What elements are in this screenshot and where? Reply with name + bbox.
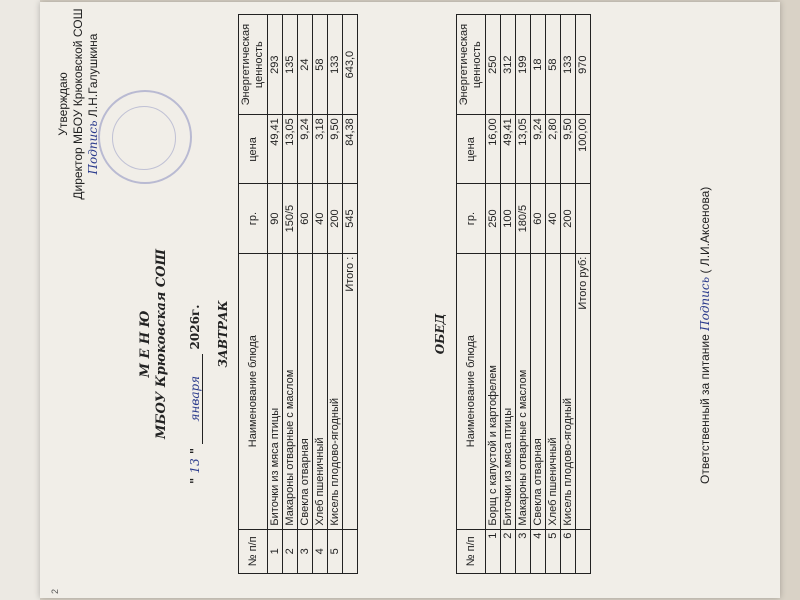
- cell: [576, 529, 591, 573]
- approval-line1: Утверждаю: [56, 72, 70, 136]
- cell: Хлеб пшеничный: [546, 253, 561, 529]
- cell: 58: [546, 15, 561, 115]
- total-row: [576, 15, 591, 574]
- cell: 13,05: [516, 115, 531, 184]
- cell: 9,50: [561, 115, 576, 184]
- cell: 1: [268, 529, 283, 573]
- responsible-name: ( Л.И.Аксенова): [698, 186, 712, 274]
- table-row: [561, 15, 576, 574]
- cell: Кисель плодово-ягодный: [561, 253, 576, 529]
- date-year: 2026г.: [188, 304, 202, 350]
- total-price: 84,38: [343, 115, 358, 184]
- cell: 24: [298, 15, 313, 115]
- responsible-label: Ответственный за питание: [698, 334, 712, 484]
- table-row: [283, 15, 298, 574]
- total-energy: 970: [576, 15, 591, 115]
- col-header: цена: [457, 115, 486, 184]
- cell: 58: [313, 15, 328, 115]
- total-grams: 545: [343, 184, 358, 253]
- cell: 9,50: [328, 115, 343, 184]
- cell: 40: [546, 184, 561, 253]
- menu-sheet: [40, 2, 780, 598]
- total-label: Итого руб:: [576, 253, 591, 529]
- col-header: № п/п: [457, 529, 486, 573]
- cell: 49,41: [501, 115, 516, 184]
- rotated-document: [40, 2, 718, 598]
- cell: Кисель плодово-ягодный: [328, 253, 343, 529]
- cell: 18: [531, 15, 546, 115]
- table-row: [516, 15, 531, 574]
- menu-heading: М Е Н Ю: [138, 310, 153, 378]
- date-day: 13: [188, 458, 202, 474]
- cell: 4: [531, 529, 546, 573]
- cell: 2: [283, 529, 298, 573]
- cell: Свекла отварная: [298, 253, 313, 529]
- col-header: № п/п: [239, 529, 268, 573]
- responsible-line: [698, 187, 712, 484]
- breakfast-table: [238, 14, 358, 574]
- school-name: МБОУ Крюковская СОШ: [154, 249, 169, 440]
- col-header: Наименование блюда: [239, 253, 268, 529]
- page-edge-left: [0, 0, 40, 600]
- cell: 5: [328, 529, 343, 573]
- cell: 4: [313, 529, 328, 573]
- table-row: [268, 15, 283, 574]
- lunch-table: [456, 14, 591, 574]
- col-header: гр.: [239, 184, 268, 253]
- cell: 13,05: [283, 115, 298, 184]
- cell: 150/5: [283, 184, 298, 253]
- total-price: 100,00: [576, 115, 591, 184]
- cell: 180/5: [516, 184, 531, 253]
- cell: 49,41: [268, 115, 283, 184]
- cell: 250: [486, 184, 501, 253]
- cell: 60: [298, 184, 313, 253]
- seal-inner-ring: [112, 106, 176, 170]
- cell: [343, 529, 358, 573]
- school-seal: [98, 90, 192, 184]
- cell: 100: [501, 184, 516, 253]
- cell: Хлеб пшеничный: [313, 253, 328, 529]
- director-signature: Подпись: [86, 120, 100, 175]
- menu-date: " 13 " января 2026г.: [188, 304, 202, 484]
- cell: 312: [501, 15, 516, 115]
- col-header: гр.: [457, 184, 486, 253]
- approval-block: [56, 2, 101, 214]
- table-row: [531, 15, 546, 574]
- col-header: цена: [239, 115, 268, 184]
- lunch-heading: ОБЕД: [433, 313, 447, 355]
- cell: Макароны отварные с маслом: [283, 253, 298, 529]
- table-row: [486, 15, 501, 574]
- date-month: января: [188, 354, 203, 444]
- table-row: [328, 15, 343, 574]
- cell: Биточки из мяса птицы: [501, 253, 516, 529]
- cell: 5: [546, 529, 561, 573]
- cell: 199: [516, 15, 531, 115]
- total-energy: 643,0: [343, 15, 358, 115]
- cell: 293: [268, 15, 283, 115]
- cell: [576, 184, 591, 253]
- approval-line2: Директор МБОУ Крюковской СОШ: [71, 8, 85, 200]
- cell: 200: [561, 184, 576, 253]
- table-row: [546, 15, 561, 574]
- table-header: [457, 15, 486, 574]
- cell: 250: [486, 15, 501, 115]
- cell: 9,24: [531, 115, 546, 184]
- col-header: Наименование блюда: [457, 253, 486, 529]
- cell: 3: [298, 529, 313, 573]
- cell: 135: [283, 15, 298, 115]
- table-header: [239, 15, 268, 574]
- total-label: Итого :: [343, 253, 358, 529]
- table-row: [298, 15, 313, 574]
- col-header: Энергетическая ценность: [239, 15, 268, 115]
- cell: Свекла отварная: [531, 253, 546, 529]
- director-name: Л.Н.Галушкина: [86, 33, 100, 118]
- cell: 90: [268, 184, 283, 253]
- menu-title: [138, 194, 170, 494]
- cell: 16,00: [486, 115, 501, 184]
- breakfast-heading: ЗАВТРАК: [216, 300, 230, 368]
- approval-line3: [86, 2, 101, 214]
- cell: 9,24: [298, 115, 313, 184]
- responsible-signature: Подпись: [698, 276, 712, 331]
- table-row: [501, 15, 516, 574]
- cell: 2,80: [546, 115, 561, 184]
- cell: 1: [486, 529, 501, 573]
- cell: Борщ с капустой и картофелем: [486, 253, 501, 529]
- cell: 3,18: [313, 115, 328, 184]
- cell: 2: [501, 529, 516, 573]
- cell: 60: [531, 184, 546, 253]
- total-row: [343, 15, 358, 574]
- page-number: 2: [50, 588, 60, 594]
- table-row: [313, 15, 328, 574]
- cell: Биточки из мяса птицы: [268, 253, 283, 529]
- cell: 3: [516, 529, 531, 573]
- cell: 40: [313, 184, 328, 253]
- cell: 6: [561, 529, 576, 573]
- col-header: Энергетическая ценность: [457, 15, 486, 115]
- cell: 133: [561, 15, 576, 115]
- cell: 200: [328, 184, 343, 253]
- cell: 133: [328, 15, 343, 115]
- cell: Макароны отварные с маслом: [516, 253, 531, 529]
